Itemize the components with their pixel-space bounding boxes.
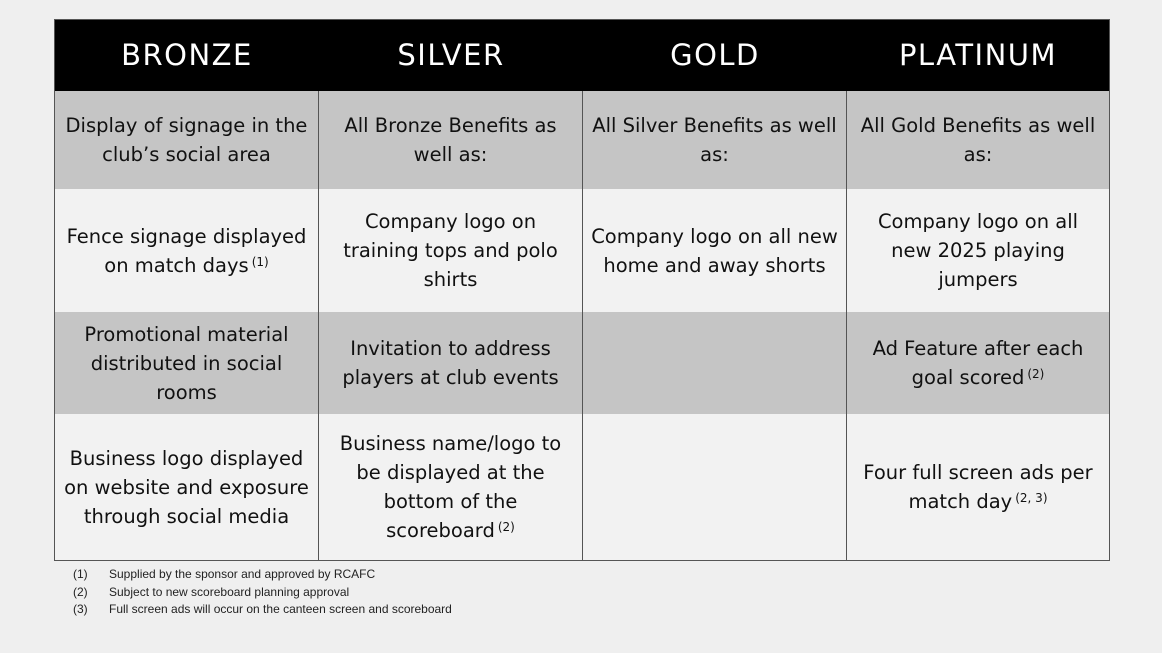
- cell-platinum-2: Company logo on all new 2025 playing jumpers: [847, 189, 1109, 312]
- footnote-text: Subject to new scoreboard planning approval: [109, 584, 350, 599]
- cell-bronze-2: Fence signage displayed on match days $^{(1)}$: [55, 189, 319, 312]
- cell-gold-2: Company logo on all new home and away shorts: [583, 189, 847, 312]
- cell-gold-4: [583, 414, 847, 560]
- footnote-1: [73, 566, 452, 584]
- footnote-ref: (2): [497, 520, 515, 534]
- cell-silver-3: Invitation to address players at club events: [319, 312, 583, 414]
- footnote-number: (1): [73, 567, 88, 581]
- header-platinum: PLATINUM: [847, 20, 1109, 91]
- footnote-3: [73, 601, 452, 619]
- cell-silver-4: Business name/logo to be displayed at the bottom of the scoreboard $^{(2)}$: [319, 414, 583, 560]
- footnote-ref: (2, 3): [1015, 491, 1048, 505]
- sponsorship-tiers-table: [54, 19, 1110, 561]
- cell-bronze-4: Business logo displayed on website and exposure through social media: [55, 414, 319, 560]
- footnote-2: [73, 584, 452, 602]
- header-gold: GOLD: [583, 20, 847, 91]
- header-bronze: BRONZE: [55, 20, 319, 91]
- footnote-ref: (2): [1027, 367, 1045, 381]
- cell-gold-3: [583, 312, 847, 414]
- cell-platinum-1: All Gold Benefits as well as:: [847, 91, 1109, 189]
- cell-bronze-1: Display of signage in the club’s social area: [55, 91, 319, 189]
- cell-gold-1: All Silver Benefits as well as:: [583, 91, 847, 189]
- cell-platinum-4: Four full screen ads per match day $^{(2, 3)}$: [847, 414, 1109, 560]
- footnote-text: Supplied by the sponsor and approved by RCAFC: [109, 567, 376, 581]
- header-silver: SILVER: [319, 20, 583, 91]
- cell-silver-1: All Bronze Benefits as well as:: [319, 91, 583, 189]
- footnote-text: Full screen ads will occur on the canteen screen and scoreboard: [109, 602, 452, 616]
- footnote-number: (3): [73, 602, 88, 616]
- cell-silver-2: Company logo on training tops and polo shirts: [319, 189, 583, 312]
- footnote-ref: (1): [251, 254, 269, 269]
- cell-bronze-3: Promotional material distributed in social rooms: [55, 312, 319, 414]
- footnote-number: (2): [73, 584, 88, 599]
- footnotes: [73, 566, 452, 619]
- cell-platinum-3: Ad Feature after each goal scored $^{(2)}$: [847, 312, 1109, 414]
